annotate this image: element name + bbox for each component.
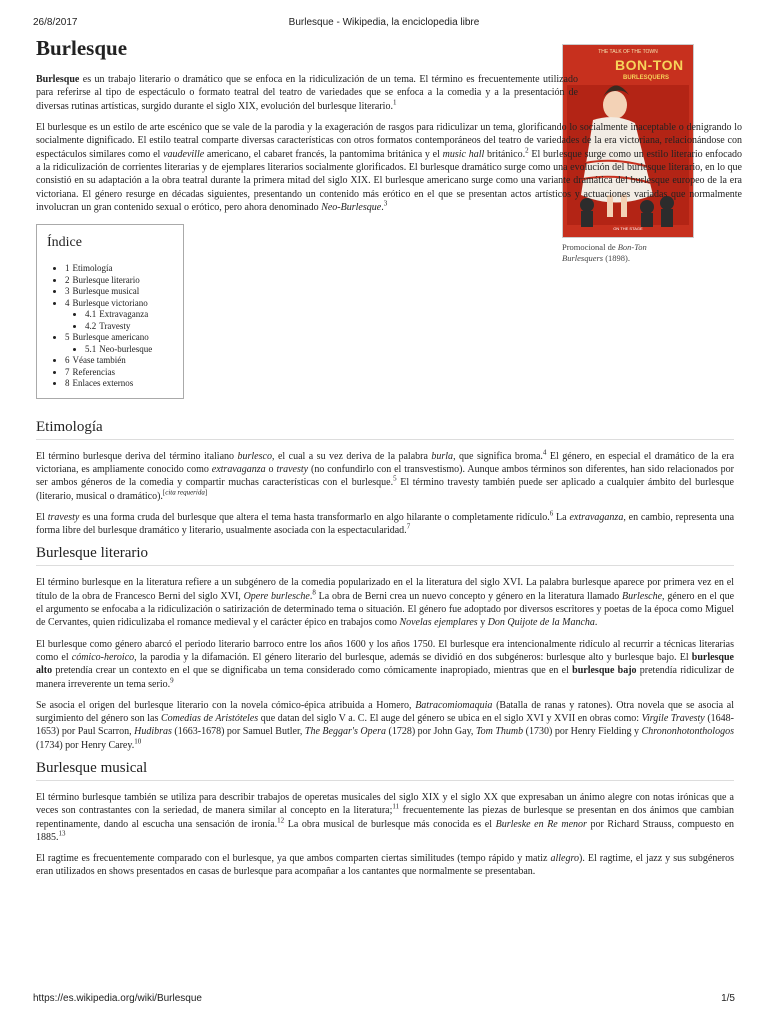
poster-logo-text: BON-TON	[615, 57, 684, 73]
poster-top-text: THE TALK OF THE TOWN	[598, 49, 658, 55]
reference-link[interactable]: 9	[170, 676, 174, 685]
toc-list	[47, 263, 177, 390]
caption-link[interactable]: Bon-Ton Burlesquers	[562, 242, 647, 263]
reference-link[interactable]: 6	[549, 509, 554, 518]
literario-paragraph-1: El término burlesque en la literatura refiere a un subgénero de la comedia popularizado en el la literatura del siglo XVI. La palabra burlesque aparece por primera vez en el título de la obra de Francesco Berni del siglo XVI, Opere burlesche.$^8$ La obra de Berni crea un nuevo concepto y género en la literatura llamado Burlesche, género en el que el argumento se enfocaba a la ridiculización o satirización de determinado tema o situación. El género fue adoptado por diversos escritores y poetas de la época como Miguel de Cervantes, quien ridiculizaba el romance medieval y el carácter épico en trabajos como Novelas ejemplares y Don Quijote de la Mancha.	[36, 577, 735, 629]
section-heading-etimologia: Etimología	[36, 419, 734, 440]
intro-paragraph-1: Burlesque es un trabajo literario o dramático que se enfoca en la ridiculización de un tema. El término es frecuentemente utilizado para referirse al tipo de espectáculo o formato teatral del teatro de variedades que se enfoca a la comedia y a la presentación de diversas rutinas artísticas, surgido durante el siglo XIX, evolución del burlesque literario.$^1$	[36, 74, 578, 112]
reference-link[interactable]: 5	[393, 474, 397, 483]
reference-link[interactable]: 10	[134, 737, 142, 746]
print-title: Burlesque - Wikipedia, la enciclopedia libre	[288, 17, 480, 28]
print-url: https://es.wikipedia.org/wiki/Burlesque	[33, 993, 202, 1004]
toc-item-burlesque-americano[interactable]: • 5 Burlesque americano • 5.1 Neo-burlesque	[65, 332, 177, 355]
reference-link[interactable]: 13	[58, 829, 66, 838]
section-heading-burlesque-musical: Burlesque musical	[36, 760, 734, 781]
toc-item-burlesque-musical[interactable]: • 3 Burlesque musical	[65, 286, 177, 298]
literario-paragraph-2: El burlesque como género abarcó el periodo literario barroco entre los años 1600 y los años 1750. El burlesque era intencionalmente ridículo al recurrir a técnicas literarias como el cómico-heroico, la parodia y la difamación. El género literario del burlesque, además se dividió en dos subgéneros: burlesque alto y burlesque bajo. El burlesque alto pretendía crear un contexto en el que se dignificaba un tema considerado como cómicamente inapropiado, mientras que en el burlesque bajo pretendía ridiculizar de manera irreverente un tema serio.$^9$	[36, 638, 735, 690]
page-title: Burlesque	[36, 36, 128, 60]
toc-item-neo-burlesque[interactable]: • 5.1 Neo-burlesque	[85, 344, 177, 356]
toc-item-enlaces-externos[interactable]: • 8 Enlaces externos	[65, 378, 177, 390]
musical-paragraph-2: El ragtime es frecuentemente comparado con el burlesque, ya que ambos comparten ciertas similitudes (tempo rápido y matiz allegro). El ragtime, el jazz y sus subgéneros eran utilizados en shows presentados en casas de burlesque para acompañar a los cantantes que normalmente se presentaban.	[36, 853, 734, 878]
musical-paragraph-1: El término burlesque también se utiliza para describir trabajos de operetas musicales del siglo XIX y el siglo XX que expresaban un ánimo alegre con notas irónicas que a veces son contrastantes con la seriedad, de manera similar al concepto en la literatura;$^{11}$ frecuentemente las piezas de burlesque se presentan en dos ánimos que cambian repentinamente, dando al escucha una sensación de ironía.$^{12}$ La obra musical de burlesque más conocida es el Burleske en Re menor por Richard Strauss, compuesto en 1885.13	[36, 792, 735, 843]
reference-link[interactable]: 1	[392, 98, 397, 107]
toc-item-vease-tambien[interactable]: • 6 Véase también	[65, 355, 177, 367]
reference-link[interactable]: 4	[542, 448, 547, 457]
print-header	[33, 17, 735, 31]
literario-paragraph-3: Se asocia el origen del burlesque literario con la novela cómico-épica atribuida a Homero, Batracomiomaquia (Batalla de ranas y ratones). Otra novela que se asocia al surgimiento del género son las Comedias de Aristóteles que datan del siglo V a. C. El auge del género se ubica en el siglo XVI y XVII en obras como: Virgile Travesty (1648-1653) por Paul Scarron, Hudibras (1663-1678) por Samuel Butler, The Beggar's Opera (1728) por John Gay, Tom Thumb (1730) por Henry Fielding y Chrononhotonthologos (1734) por Henry Carey.$^{10}$	[36, 699, 734, 751]
citation-needed-link[interactable]: cita requerida	[165, 488, 205, 497]
article-body	[36, 36, 743, 887]
reference-link[interactable]: 2	[525, 146, 529, 155]
print-footer	[33, 993, 735, 1007]
table-of-contents	[36, 224, 184, 399]
infobox-caption: Promocional de Bon-Ton Burlesquers (1898).	[562, 242, 647, 263]
reference-link[interactable]: 8	[312, 588, 316, 597]
poster-bottom-text: ON THE STAGE	[613, 226, 643, 231]
reference-link[interactable]: 11	[392, 802, 400, 811]
etimologia-paragraph-2: El travesty es una forma cruda del burlesque que altera el tema hasta transformarlo en algo hilarante o completamente ridículo.$^6$ La extravaganza, en cambio, representa una forma libre del burlesque dramático y literario, usualmente asociada con la espectacularidad.$^7$	[36, 509, 735, 537]
reference-link[interactable]: 12	[277, 816, 285, 825]
intro-paragraph-2: El burlesque es un estilo de arte escénico que se vale de la parodia y la exageración de rasgos para ridiculizar un tema, glorificando lo socialmente inaceptable o denigrando lo socialmente dignificado. El estilo teatral comparte diversas características con otros formatos contemporáneos del teatro de variedades de la era victoriana, relacionándose con espectáculos similares como el vaudeville americano, el cabaret francés, la pantomima británica y el music hall británico.$^2$ El burlesque surge como un estilo literario enfocado a la ridiculización de corrientes literarias y de ejemplares literarios socialmente glorificados. El burlesque dramático surge como una evolución del burlesque literario, en lo que consistió en su adaptación a la obra teatral durante la primera mitad del siglo XIX. El burlesque americano surge como una variante dramática del burlesque europeo de la era victoriana. El género resurge en décadas siguientes, presentando un contenido más erótico en el que se presentan actos artísticos y actuaciones variadas que normalmente involucran un gran contenido sexual o erótico, pero ahora denominado Neo-Burlesque.$^3$	[36, 122, 743, 213]
toc-item-etimologia[interactable]: • 1 Etimología	[65, 263, 177, 275]
poster-sub-text: BURLESQUERS	[623, 75, 670, 81]
toc-item-burlesque-literario[interactable]: • 2 Burlesque literario	[65, 275, 177, 287]
toc-item-travesty[interactable]: • 4.2 Travesty	[85, 321, 177, 333]
toc-item-extravaganza[interactable]: • 4.1 Extravaganza	[85, 309, 177, 321]
print-page-number: 1/5	[721, 993, 735, 1004]
toc-item-burlesque-victoriano[interactable]: • 4 Burlesque victoriano • 4.1 Extravaganza • 4.2 Travesty	[65, 298, 177, 333]
etimologia-paragraph-1: El término burlesque deriva del término italiano burlesco, el cual a su vez deriva de la palabra burla, que significa broma.$^4$ El género, en especial el dramático de la era victoriana, es ampliamente conocido como extravaganza o travesty (no confundirlo con el transvestismo). Aunque ambos términos son diferentes, han sido relacionados por ser ambos géneros de la comedia y compartir muchas características con el burlesque.$^5$ El término travesty también puede ser aplicado a cualquier ámbito del burlesque (literario, musical o dramático).[cita requerida]	[36, 448, 735, 502]
toc-item-referencias[interactable]: • 7 Referencias	[65, 367, 177, 379]
print-date: 26/8/2017	[33, 17, 78, 28]
toc-title: Índice	[47, 235, 82, 251]
section-heading-burlesque-literario: Burlesque literario	[36, 545, 734, 566]
reference-link[interactable]: 7	[406, 522, 411, 531]
reference-link[interactable]: 3	[383, 199, 388, 208]
